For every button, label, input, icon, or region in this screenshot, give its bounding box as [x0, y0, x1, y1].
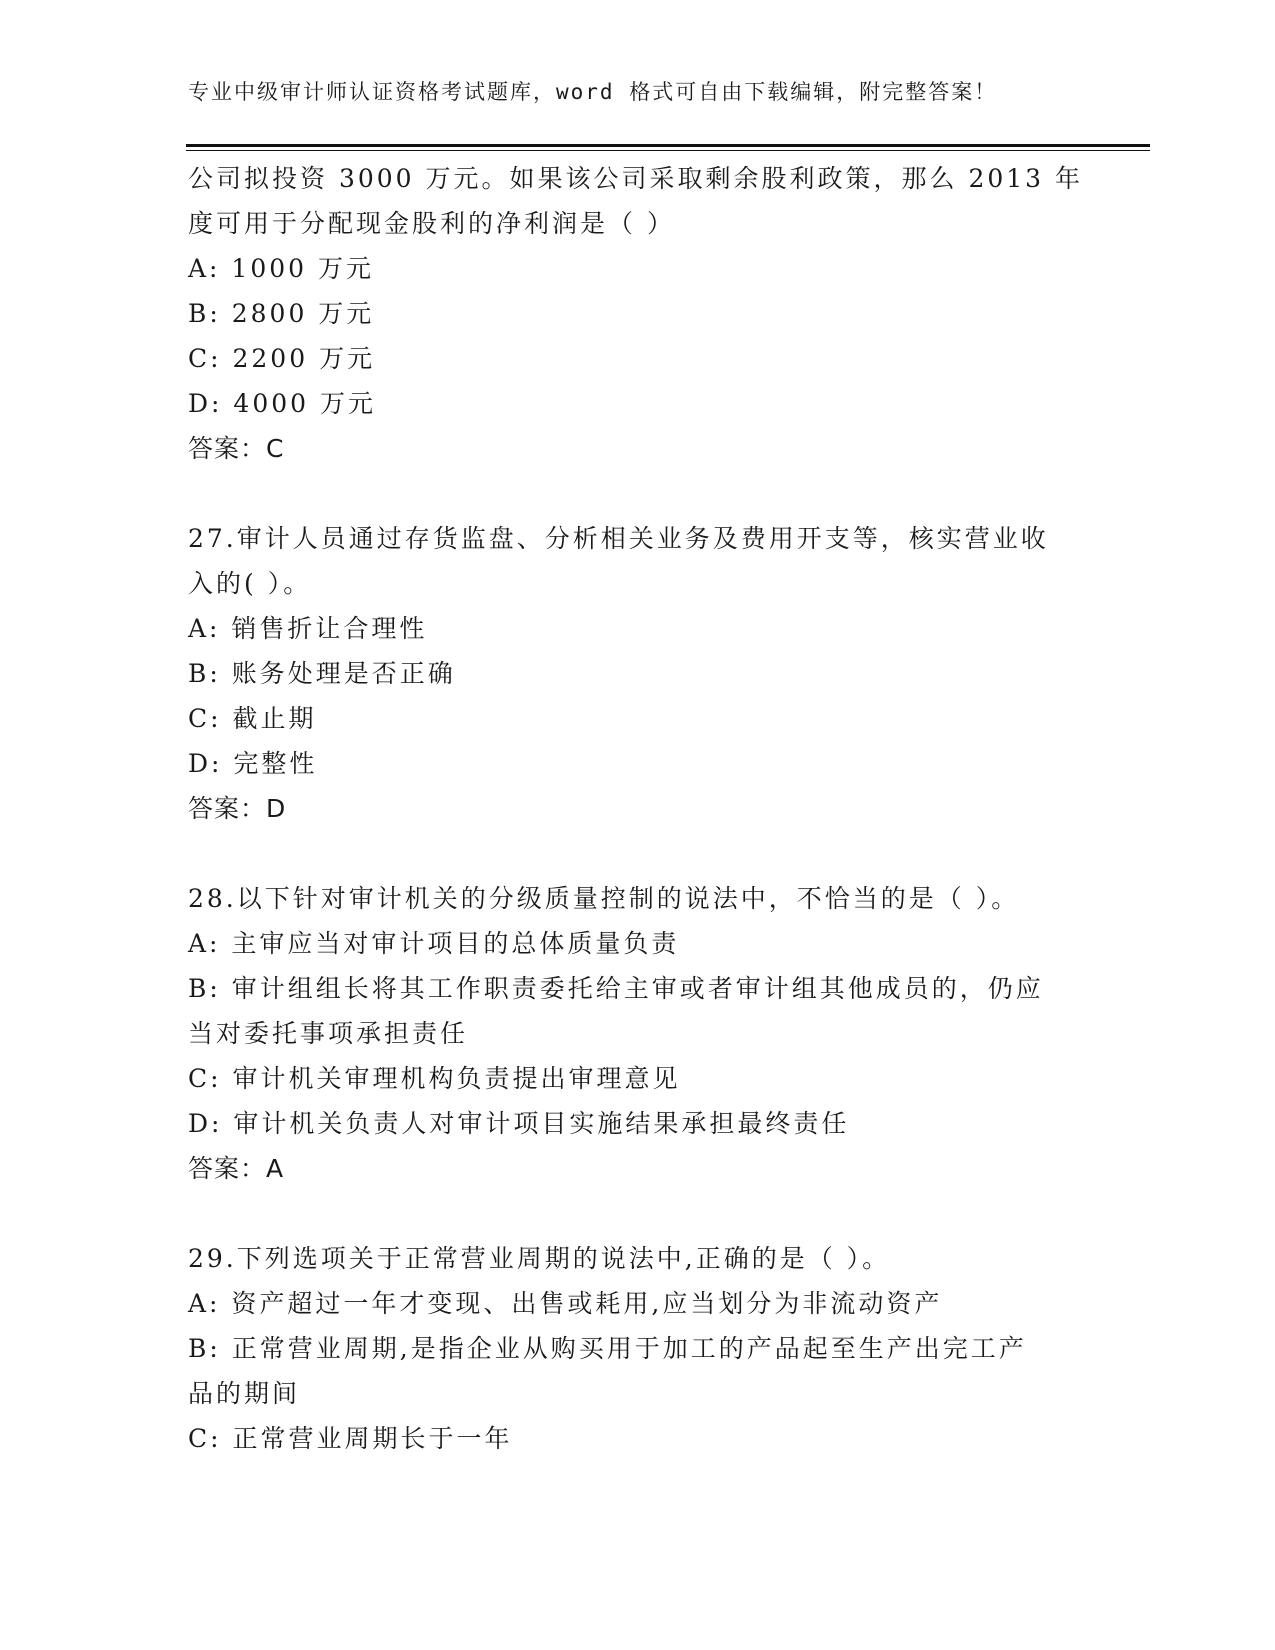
question-text-line: 入的( ）。 — [188, 569, 312, 598]
option-d: D: 审计机关负责人对审计项目实施结果承担最终责任 — [188, 1109, 850, 1138]
option-a: A: 资产超过一年才变现、出售或耗用,应当划分为非流动资产 — [188, 1289, 943, 1318]
question-block — [188, 156, 1088, 471]
answer-line: 答案：D — [188, 794, 287, 823]
option-a: A: 1000 万元 — [188, 254, 374, 283]
option-b-continued: 品的期间 — [188, 1379, 301, 1408]
option-d: D: 完整性 — [188, 749, 318, 778]
question-block — [188, 1236, 1088, 1461]
header-divider-thin — [186, 150, 1150, 151]
block-spacer — [188, 471, 1088, 516]
option-a: A: 主审应当对审计项目的总体质量负责 — [188, 929, 680, 958]
question-text-line: 28.以下针对审计机关的分级质量控制的说法中，不恰当的是（ ）。 — [188, 884, 1020, 913]
block-spacer — [188, 1191, 1088, 1236]
question-text-line: 度可用于分配现金股利的净利润是（ ） — [188, 209, 675, 238]
question-text-line: 29.下列选项关于正常营业周期的说法中,正确的是（ ）。 — [188, 1244, 891, 1273]
option-c: C: 截止期 — [188, 704, 317, 733]
question-text-line: 公司拟投资 3000 万元。如果该公司采取剩余股利政策，那么 2013 年 — [188, 164, 1084, 193]
question-block — [188, 516, 1088, 831]
option-c: C: 审计机关审理机构负责提出审理意见 — [188, 1064, 681, 1093]
option-a: A: 销售折让合理性 — [188, 614, 428, 643]
question-block — [188, 876, 1088, 1191]
option-c: C: 2200 万元 — [188, 344, 376, 373]
option-b-continued: 当对委托事项承担责任 — [188, 1019, 469, 1048]
question-content — [188, 156, 1088, 1461]
answer-line: 答案：A — [188, 1154, 285, 1183]
option-b: B: 2800 万元 — [188, 299, 375, 328]
option-b: B: 审计组组长将其工作职责委托给主审或者审计组其他成员的，仍应 — [188, 974, 1044, 1003]
option-c: C: 正常营业周期长于一年 — [188, 1424, 513, 1453]
option-b: B: 账务处理是否正确 — [188, 659, 456, 688]
header-divider — [186, 144, 1150, 147]
question-text-line: 27.审计人员通过存货监盘、分析相关业务及费用开支等，核实营业收 — [188, 524, 1049, 553]
option-b: B: 正常营业周期,是指企业从购买用于加工的产品起至生产出完工产 — [188, 1334, 1027, 1363]
block-spacer — [188, 831, 1088, 876]
option-d: D: 4000 万元 — [188, 389, 376, 418]
page-header: 专业中级审计师认证资格考试题库，word 格式可自由下载编辑，附完整答案！ — [188, 80, 998, 104]
answer-line: 答案：C — [188, 434, 285, 463]
